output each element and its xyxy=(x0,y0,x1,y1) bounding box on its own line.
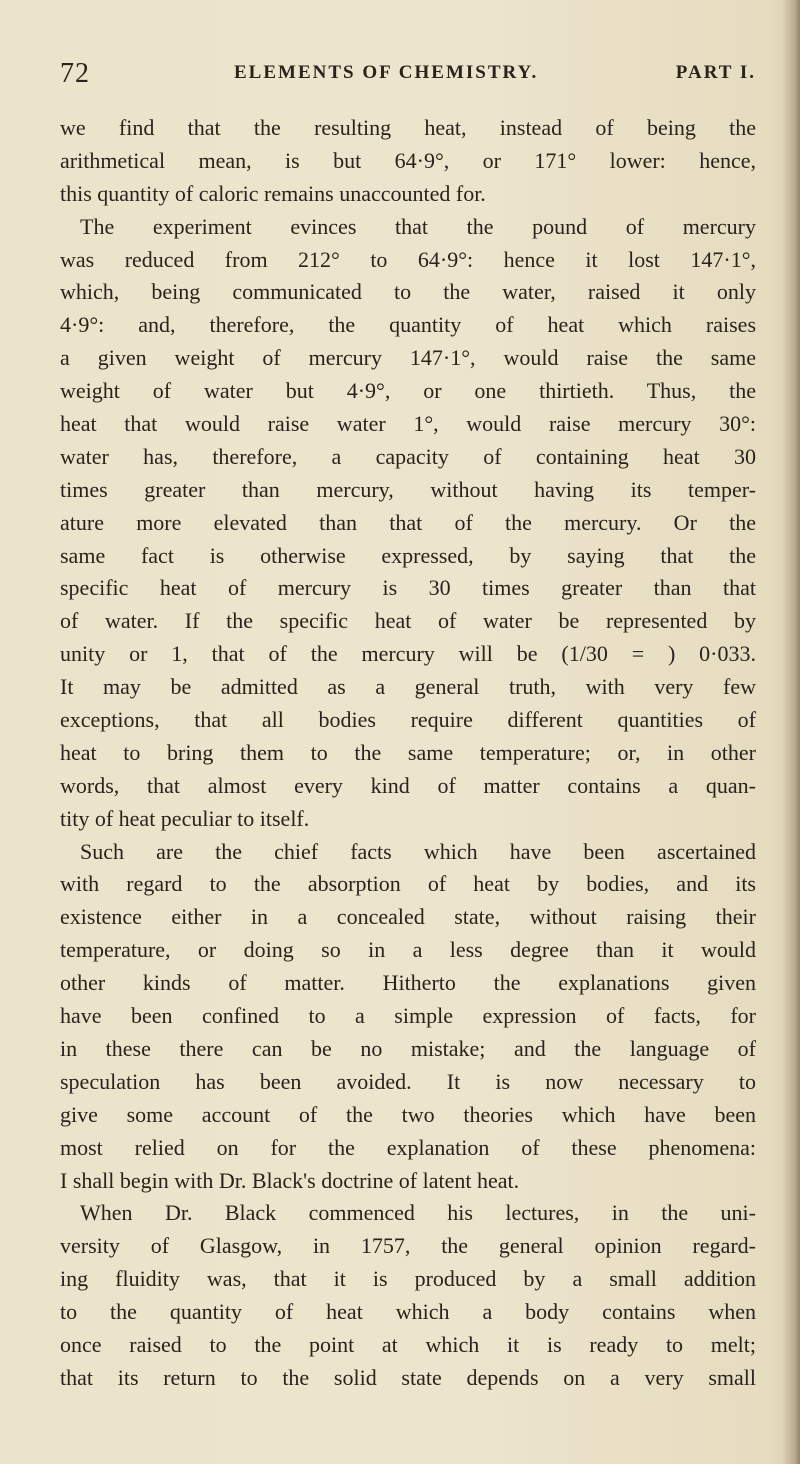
text-line: to the quantity of heat which a body contains when xyxy=(60,1299,756,1325)
text-line: which, being communicated to the water, raised it only xyxy=(60,279,756,305)
text-line: we find that the resulting heat, instead of being the xyxy=(60,115,756,140)
text-line: unity or 1, that of the mercury will be (1/30 = ) 0·033. xyxy=(60,641,756,667)
text-line: this quantity of caloric remains unaccounted for. xyxy=(60,180,486,206)
text-line: heat to bring them to the same temperature; or, in other xyxy=(60,739,756,765)
text-line: weight of water but 4·9°, or one thirtieth. Thus, the xyxy=(60,378,756,404)
text-line: have been confined to a simple expression of facts, for xyxy=(60,1003,756,1029)
body-text xyxy=(60,112,756,1395)
text-line: versity of Glasgow, in 1757, the general opinion regard- xyxy=(60,1233,756,1259)
text-line: that its return to the solid state depends on a very small xyxy=(60,1364,756,1390)
text-line: give some account of the two theories which have been xyxy=(60,1101,756,1127)
text-line: a given weight of mercury 147·1°, would raise the same xyxy=(60,345,756,371)
text-line: 4·9°: and, therefore, the quantity of heat which raises xyxy=(60,312,756,338)
text-line: was reduced from 212° to 64·9°: hence it lost 147·1°, xyxy=(60,246,756,272)
text-line: existence either in a concealed state, without raising their xyxy=(60,904,756,930)
text-line: Such are the chief facts which have been ascertained xyxy=(80,838,756,864)
text-line: speculation has been avoided. It is now necessary to xyxy=(60,1068,756,1094)
text-line: specific heat of mercury is 30 times greater than that xyxy=(60,575,756,601)
text-line: ature more elevated than that of the mercury. Or the xyxy=(60,509,756,535)
text-line: I shall begin with Dr. Black's doctrine of latent heat. xyxy=(60,1167,520,1193)
running-header xyxy=(60,58,756,98)
text-line: same fact is otherwise expressed, by saying that the xyxy=(60,542,756,568)
text-line: temperature, or doing so in a less degree than it would xyxy=(60,937,756,963)
text-line: most relied on for the explanation of these phenomena: xyxy=(60,1134,756,1160)
text-line: once raised to the point at which it is ready to melt; xyxy=(60,1331,756,1357)
page-number: 72 xyxy=(60,58,90,89)
text-line: arithmetical mean, is but 64·9°, or 171° lower: hence, xyxy=(60,147,756,173)
text-line: It may be admitted as a general truth, with very few xyxy=(60,674,756,700)
text-line: ing fluidity was, that it is produced by a small addition xyxy=(60,1266,756,1292)
text-line: with regard to the absorption of heat by bodies, and its xyxy=(60,871,756,897)
text-line: tity of heat peculiar to itself. xyxy=(60,805,310,831)
text-line: When Dr. Black commenced his lectures, in the uni- xyxy=(80,1200,756,1226)
text-line: in these there can be no mistake; and the language of xyxy=(60,1035,756,1061)
text-line: of water. If the specific heat of water be represented by xyxy=(60,608,756,634)
text-line: The experiment evinces that the pound of mercury xyxy=(80,213,756,239)
page-edge-shadow xyxy=(782,0,800,1464)
part-label: PART I. xyxy=(675,62,756,83)
text-line: water has, therefore, a capacity of containing heat 30 xyxy=(60,443,756,469)
text-line: times greater than mercury, without having its temper- xyxy=(60,476,756,502)
text-line: heat that would raise water 1°, would raise mercury 30°: xyxy=(60,411,756,437)
text-line: words, that almost every kind of matter contains a quan- xyxy=(60,772,756,798)
running-title: ELEMENTS OF CHEMISTRY. xyxy=(234,62,539,83)
text-line: other kinds of matter. Hitherto the explanations given xyxy=(60,970,756,996)
text-line: exceptions, that all bodies require different quantities of xyxy=(60,707,756,733)
